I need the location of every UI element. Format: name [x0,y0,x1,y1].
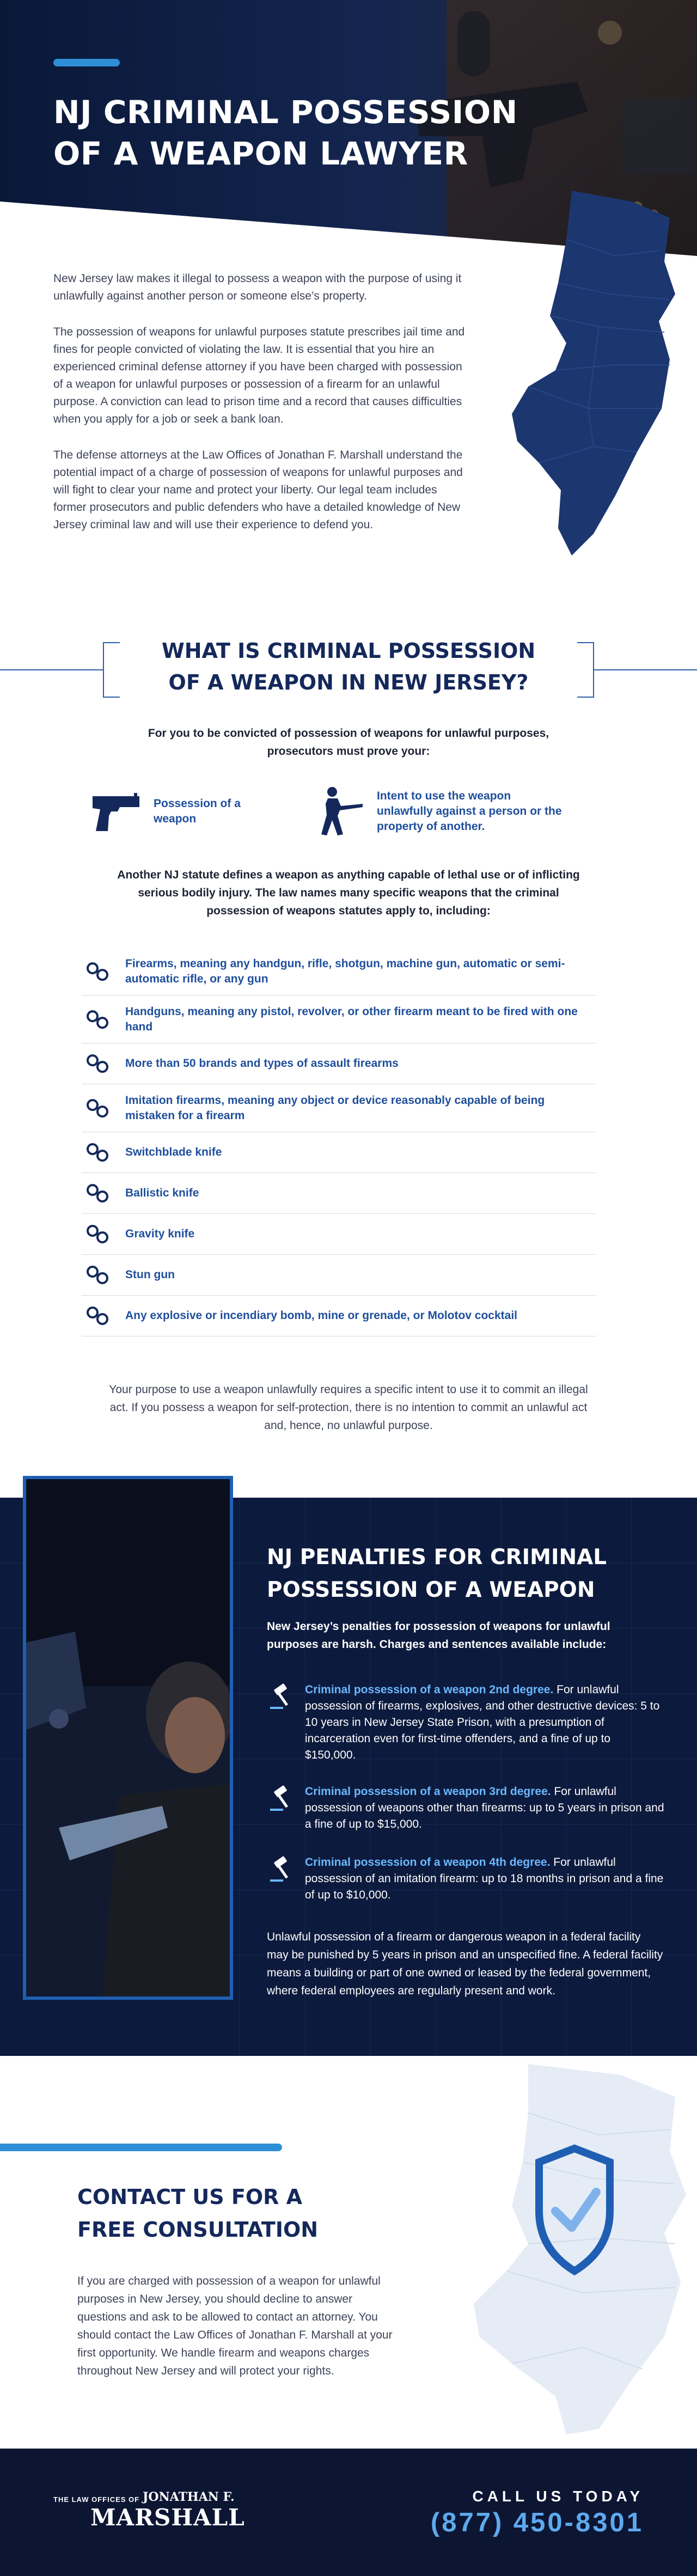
phone-number-link[interactable]: (877) 450-8301 [430,2508,644,2537]
list-item [82,1132,596,1173]
contact-text: If you are charged with possession of a weapon for unlawful purposes in New Jersey, you should decline to answer questions and ask to be allowed to contact an attorney. You should contact the Law Offices of Jonathan F. Marshall at your first opportunity. We handle firearm and weapons charges throughout New Jersey and will protect your rights. [77,2275,393,2377]
penalty-text: For unlawful possession of weapons other than firearms: up to 5 years in prison and a fine of up to $15,000. [305,1785,664,1830]
weapon-label: Handguns, meaning any pistol, revolver, or other firearm meant to be fired with one hand [125,1005,578,1033]
gavel-icon [267,1785,297,1815]
gavel-icon [267,1683,297,1713]
penalty-item [267,1682,664,1763]
intro-paragraph: New Jersey law makes it illegal to possess a weapon with the purpose of using it unlawfully against another person or someone else’s property. [53,272,462,302]
weapon-label: Stun gun [125,1268,175,1281]
handcuffs-icon [85,1053,111,1075]
penalty-heading: Criminal possession of a weapon 3rd degree. [305,1785,551,1798]
intro-paragraph: The possession of weapons for unlawful purposes statute prescribes jail time and fines for people convicted of violating the law. It is essential that you hire an experienced criminal defense attorney if you have been charged with possession of a weapon for unlawful purposes or possession of a firearm for an unlawful purpose. A conviction can lead to prison time and a record that causes difficulties when you apply for a job or seek a bank loan. [53,326,465,425]
list-item [82,948,596,996]
intro-section [53,270,467,552]
logo-name-last: MARSHALL [90,2504,245,2531]
penalties-intro: New Jersey’s penalties for possession of weapons for unlawful purposes are harsh. Charges and sentences available include: [267,1620,610,1651]
weapon-label: More than 50 brands and types of assault firearms [125,1057,399,1070]
handgun-icon [87,784,147,839]
arrest-photo [23,1476,233,2000]
penalties-outro: Unlawful possession of a firearm or dangerous weapon in a federal facility may be punished by 5 years in prison and an unspecified fine. A federal facility means a building or part of one owned or leased by the federal government, where federal employees are regularly present and work. [267,1931,663,1997]
section-title-what-is: WHAT IS CRIMINAL POSSESSION OF A WEAPON IN NEW JERSEY? [161,639,536,694]
logo-name-first: JONATHAN F. [143,2490,235,2504]
purpose-text: Your purpose to use a weapon unlawfully requires a specific intent to use it to commit an illegal act. If you possess a weapon for self-protection, there is no intention to commit an unlawful act and, hence, no unlawful purpose. [109,1383,588,1432]
penalty-item [267,1784,664,1833]
weapon-label: Ballistic knife [125,1187,199,1199]
weapon-label: Switchblade knife [125,1146,222,1158]
intro-paragraph: The defense attorneys at the Law Offices of Jonathan F. Marshall understand the potential impact of a charge of possession of weapons for unlawful purposes and will fight to clear your name and protect your liberty. Our legal team includes former prosecutors and public defenders who have a detailed knowledge of New Jersey criminal law and will use their experience to defend you. [53,449,463,531]
call-us-label: CALL US TODAY [472,2488,644,2505]
list-item [82,1043,596,1084]
penalty-text: For unlawful possession of firearms, explosives, and other destructive devices: 5 to 10 years in New Jersey State Prison, with a presumption of incarceration even for first-time offenders, and a fine of up to $150,000. [305,1683,660,1761]
penalty-item [267,1854,664,1903]
section-title-contact: CONTACT US FOR A FREE CONSULTATION [77,2185,319,2242]
hero-accent-bar [53,59,120,66]
handcuffs-icon [85,1009,111,1030]
handcuffs-icon [85,1305,111,1327]
prove-text: For you to be convicted of possession of weapons for unlawful purposes, prosecutors must prove your: [148,727,549,758]
list-item [82,1084,596,1132]
gavel-icon [267,1855,297,1886]
section-title-penalties: NJ PENALTIES FOR CRIMINAL POSSESSION OF A WEAPON [267,1545,607,1602]
handcuffs-icon [85,1097,111,1119]
contact-accent-bar [0,2144,282,2151]
list-item [82,1255,596,1296]
weapon-label: Firearms, meaning any handgun, rifle, shotgun, machine gun, automatic or semi-automatic rifle, or any gun [125,957,565,985]
requirement-intent [310,784,562,839]
requirement-possession [87,784,262,839]
handcuffs-icon [85,1182,111,1204]
weapon-label: Imitation firearms, meaning any object or device reasonably capable of being mistaken for a firearm [125,1094,545,1122]
handcuffs-icon [85,1223,111,1245]
penalty-heading: Criminal possession of a weapon 4th degree. [305,1856,551,1869]
penalty-heading: Criminal possession of a weapon 2nd degree. [305,1683,554,1696]
list-item [82,1173,596,1214]
requirement-label: Intent to use the weapon unlawfully against a person or the property of another. [377,790,562,833]
statute-text: Another NJ statute defines a weapon as anything capable of lethal use or of inflicting serious bodily injury. The law names many specific weapons that the criminal possession of weapons statutes apply to, including: [117,869,580,917]
handcuffs-icon [85,1264,111,1286]
firm-logo[interactable] [53,2488,249,2537]
nj-map-shield-icon [447,2053,697,2445]
handcuffs-icon [85,1142,111,1163]
logo-small-text: THE LAW OFFICES OF [53,2495,140,2504]
page-title: NJ CRIMINAL POSSESSION OF A WEAPON LAWYER [53,94,518,172]
list-item [82,996,596,1043]
requirement-label: Possession of a weapon [154,797,241,825]
handcuffs-icon [85,961,111,982]
new-jersey-map-icon [506,180,692,561]
arrest-photo-image [26,1479,230,1997]
weapons-list [82,948,596,1336]
weapon-label: Any explosive or incendiary bomb, mine or grenade, or Molotov cocktail [125,1309,517,1322]
shooter-icon [310,784,370,839]
list-item [82,1214,596,1255]
weapon-label: Gravity knife [125,1228,195,1240]
list-item [82,1296,596,1336]
penalty-text: For unlawful possession of an imitation firearm: up to 18 months in prison and a fine of up to $10,000. [305,1856,664,1901]
